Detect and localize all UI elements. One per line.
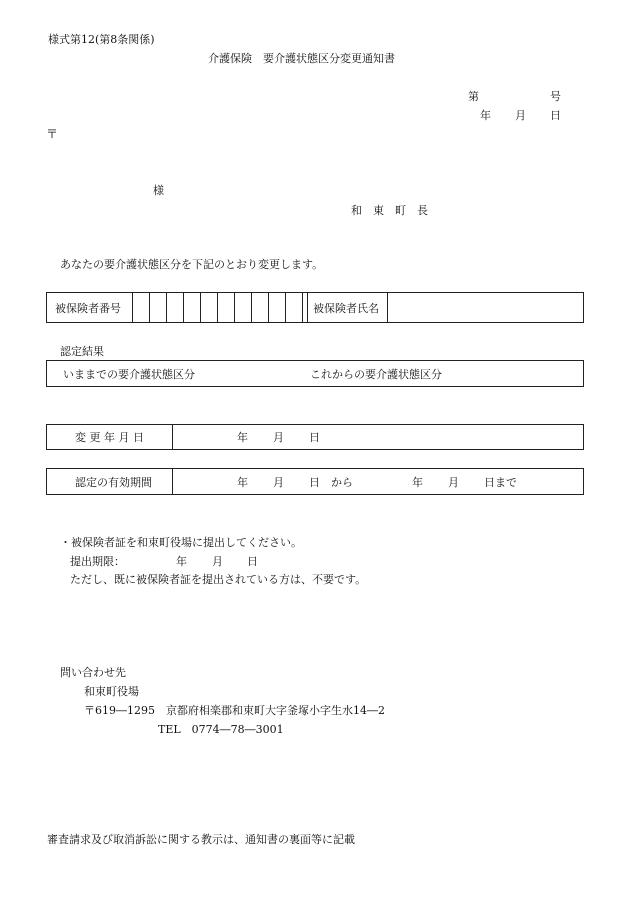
postal-mark: 〒 (46, 127, 59, 141)
change-date-label: 変 更 年 月 日 (75, 431, 144, 444)
digit-cell[interactable] (285, 293, 286, 322)
intro-text: あなたの要介護状態区分を下記のとおり変更します。 (60, 258, 324, 271)
insured-name-label: 被保険者氏名 (313, 302, 379, 315)
digit-cell[interactable] (166, 293, 167, 322)
insured-number-label: 被保険者番号 (55, 302, 121, 315)
row-divider (172, 425, 173, 449)
number-dai: 第 (468, 90, 479, 103)
validity-row (46, 468, 584, 495)
change-month: 月 (273, 431, 284, 444)
contact-tel: TEL 0774―78―3001 (158, 723, 284, 736)
validity-month-until: 月 (448, 476, 459, 489)
digit-cell[interactable] (251, 293, 252, 322)
contact-office: 和束町役場 (84, 685, 139, 698)
recipient-sama: 様 (153, 184, 164, 197)
number-gou: 号 (550, 90, 561, 103)
change-day: 日 (309, 431, 320, 444)
date-day: 日 (550, 109, 561, 122)
row-divider (172, 469, 173, 494)
contact-address: 〒619―1295 京都府相楽郡和束町大字釜塚小字生水14―2 (84, 704, 385, 717)
validity-day-until: 日まで (484, 476, 517, 489)
appeal-notice: 審査請求及び取消訴訟に関する教示は、通知書の裏面等に記載 (47, 833, 355, 846)
form-number: 様式第12(第8条関係) (48, 33, 155, 46)
name-field[interactable] (387, 293, 388, 322)
digit-cell[interactable] (302, 293, 303, 322)
validity-year-from: 年 (237, 476, 248, 489)
digit-cell[interactable] (217, 293, 218, 322)
change-year: 年 (237, 431, 248, 444)
issuer-name: 和 東 町 長 (351, 204, 428, 217)
deadline-month: 月 (212, 555, 223, 568)
instruction-submit: ・被保険者証を和束町役場に提出してください。 (60, 536, 302, 549)
digit-cell[interactable] (200, 293, 201, 322)
date-year: 年 (480, 109, 491, 122)
validity-month-from: 月 (273, 476, 284, 489)
deadline-label: 提出期限： (70, 555, 125, 568)
deadline-day: 日 (247, 555, 258, 568)
instruction-note: ただし、既に被保険者証を提出されている方は、不要です。 (70, 573, 367, 586)
result-heading: 認定結果 (60, 345, 104, 358)
digit-cell[interactable] (132, 293, 133, 322)
validity-day-from: 日 から (309, 476, 353, 489)
document-title: 介護保険 要介護状態区分変更通知書 (208, 52, 395, 65)
table-divider (307, 293, 308, 322)
insured-table (46, 292, 584, 323)
after-level-label: これからの要介護状態区分 (310, 368, 442, 381)
before-level-label: いままでの要介護状態区分 (63, 368, 195, 381)
validity-label: 認定の有効期間 (75, 476, 152, 489)
deadline-year: 年 (176, 555, 187, 568)
digit-cell[interactable] (183, 293, 184, 322)
digit-cell[interactable] (234, 293, 235, 322)
digit-cell[interactable] (268, 293, 269, 322)
digit-cell[interactable] (149, 293, 150, 322)
validity-year-until: 年 (412, 476, 423, 489)
date-month: 月 (515, 109, 526, 122)
result-box (46, 360, 584, 387)
change-date-row (46, 424, 584, 450)
contact-heading: 問い合わせ先 (60, 666, 126, 679)
